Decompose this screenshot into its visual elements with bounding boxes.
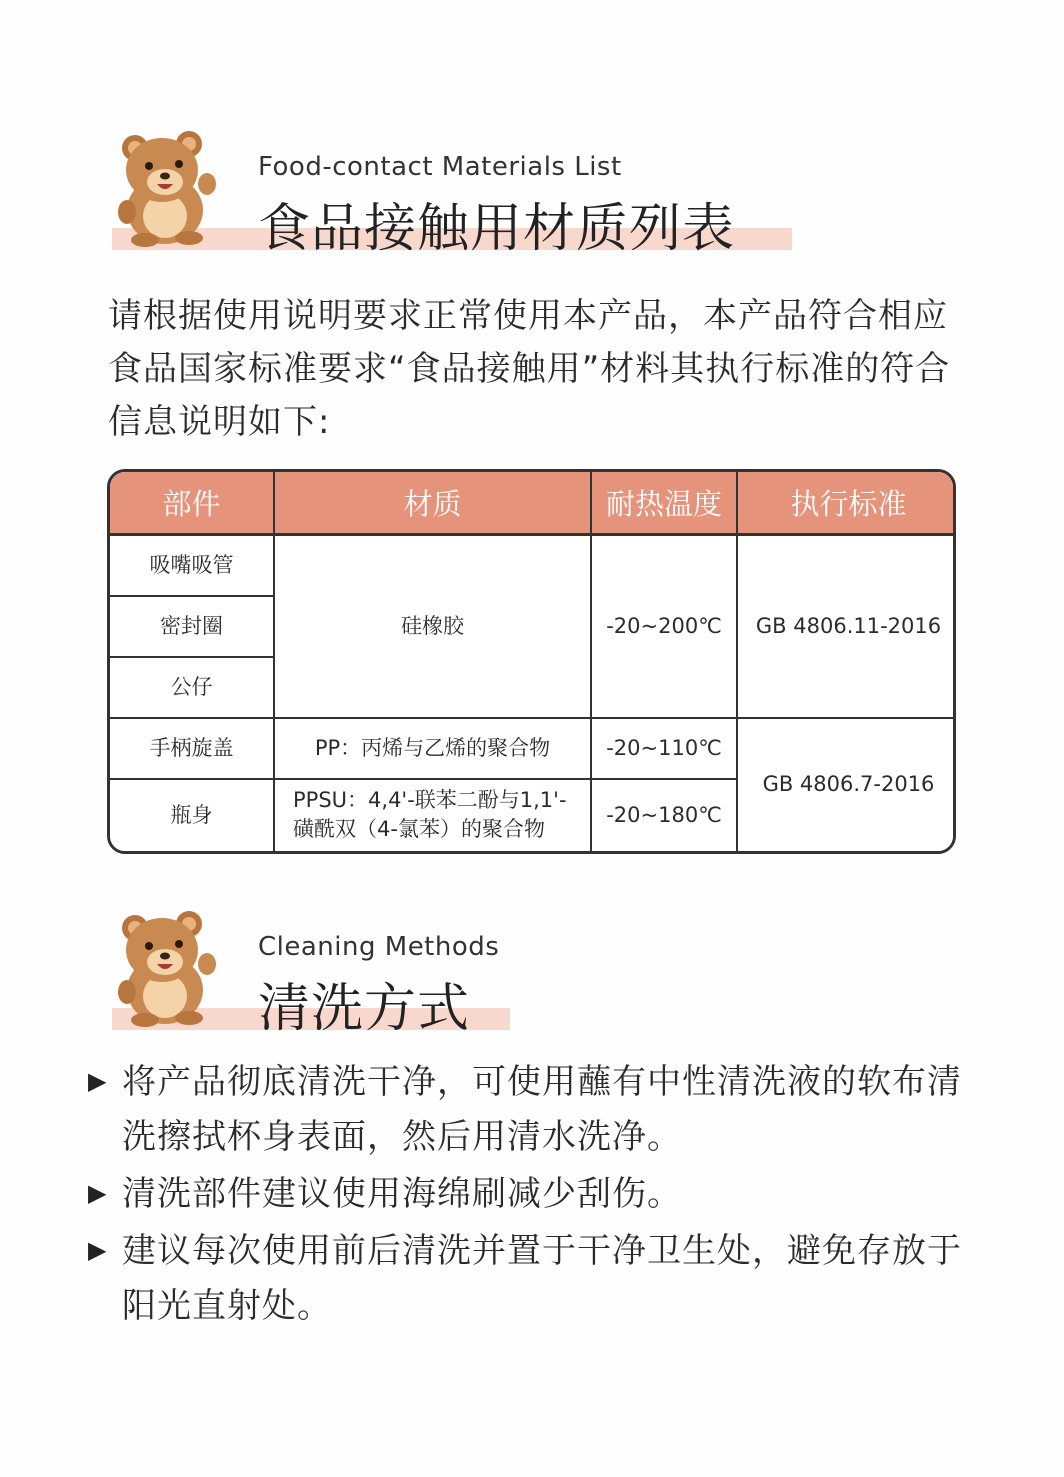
list-item (88, 1224, 978, 1334)
materials-title-zh: 食品接触用材质列表 (258, 199, 736, 259)
table-row (110, 718, 956, 779)
bear-mascot-icon (105, 898, 220, 1028)
materials-intro-paragraph: 请根据使用说明要求正常使用本产品，本产品符合相应食品国家标准要求“食品接触用”材料其执行标准的符合信息说明如下: (108, 296, 951, 442)
materials-table (107, 469, 956, 854)
materials-title-en: Food-contact Materials List (258, 152, 622, 182)
material-cell: PPSU：4,4'-联苯二酚与1,1'-磺酰双（4-氯苯）的聚合物 (274, 779, 591, 852)
list-item-text: 清洗部件建议使用海绵刷减少刮伤。 (122, 1174, 682, 1214)
header-material: 材质 (274, 472, 591, 535)
header-heat-resistance: 耐热温度 (591, 472, 737, 535)
cleaning-title-zh: 清洗方式 (258, 979, 471, 1039)
list-item (88, 1167, 978, 1222)
triangle-bullet-icon: ▶ (88, 1067, 108, 1095)
standard-cell: GB 4806.7-2016 (737, 718, 956, 852)
temp-cell: -20~200℃ (591, 535, 737, 718)
list-item-text: 建议每次使用前后清洗并置于干净卫生处，避免存放于阳光直射处。 (122, 1231, 962, 1326)
part-cell: 吸嘴吸管 (110, 535, 274, 596)
part-cell: 手柄旋盖 (110, 718, 274, 779)
header-standard: 执行标准 (737, 472, 956, 535)
part-cell: 密封圈 (110, 596, 274, 657)
list-item-text: 将产品彻底清洗干净，可使用蘸有中性清洗液的软布清洗擦拭杯身表面，然后用清水洗净。 (122, 1062, 962, 1157)
material-cell: 硅橡胶 (274, 535, 591, 718)
temp-cell: -20~110℃ (591, 718, 737, 779)
table-row (110, 535, 956, 596)
header-part: 部件 (110, 472, 274, 535)
temp-cell: -20~180℃ (591, 779, 737, 852)
material-cell: PP：丙烯与乙烯的聚合物 (274, 718, 591, 779)
triangle-bullet-icon: ▶ (88, 1236, 108, 1264)
cleaning-title-en: Cleaning Methods (258, 932, 500, 962)
part-cell: 瓶身 (110, 779, 274, 852)
bear-mascot-icon (105, 118, 220, 248)
list-item (88, 1055, 978, 1165)
part-cell: 公仔 (110, 657, 274, 718)
cleaning-list (88, 1055, 978, 1336)
triangle-bullet-icon: ▶ (88, 1179, 108, 1207)
standard-cell: GB 4806.11-2016 (737, 535, 956, 718)
table-header-row (110, 472, 956, 535)
